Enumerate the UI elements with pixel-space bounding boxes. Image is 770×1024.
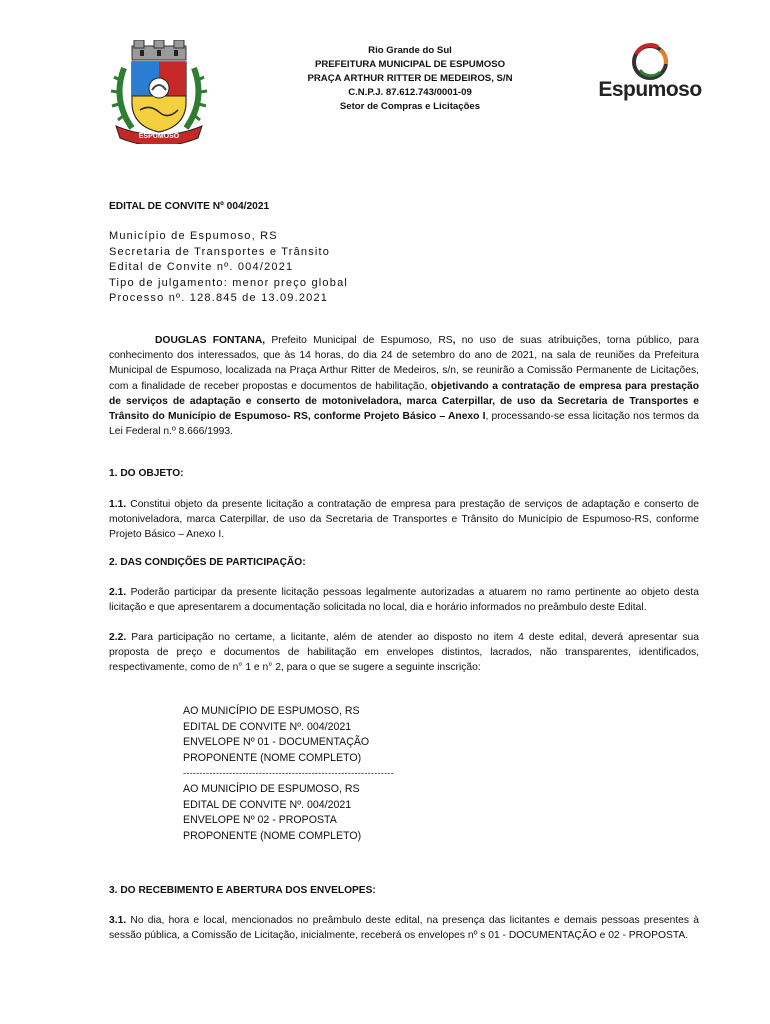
envelope-inscription — [183, 704, 394, 844]
section-1-title: 1. DO OBJETO: — [109, 468, 184, 479]
header-prefecture: PREFEITURA MUNICIPAL DE ESPUMOSO — [314, 59, 506, 70]
header-department: Setor de Compras e Licitações — [339, 101, 481, 112]
header-state: Rio Grande do Sul — [368, 45, 452, 56]
intro-text-1: Prefeito Municipal de Espumoso, RS — [265, 335, 453, 346]
section-3-title: 3. DO RECEBIMENTO E ABERTURA DOS ENVELOPES: — [109, 885, 376, 896]
document-title: EDITAL DE CONVITE Nº 004/2021 — [109, 201, 270, 212]
logo-text: Espumoso — [598, 78, 702, 101]
clause-2-2 — [109, 630, 699, 676]
envelope-line: AO MUNICÍPIO DE ESPUMOSO, RS — [183, 705, 360, 717]
clause-number: 2.2. — [109, 632, 127, 643]
clause-number: 1.1. — [109, 499, 127, 510]
info-line: Edital de Convite nº. 004/2021 — [109, 261, 294, 274]
intro-paragraph — [109, 333, 699, 439]
info-block — [109, 229, 348, 307]
info-line: Município de Espumoso, RS — [109, 230, 278, 242]
intro-text-2: no uso de suas atribuições, torna público, para conhecimento dos interessados, que às 14 horas, do dia 24 de setembro do ano de 2021, na sala de reuniões da Prefeitura Municipal de Espumoso, localizada na Praça Arthur Ritter de Medeiros, s/n, se reunirão a Comissão Permanente de Licitações, com a finalidade de receber propostas e documentos de habilitação, — [109, 335, 699, 392]
logo-rings-icon — [598, 42, 702, 82]
info-line: Secretaria de Transportes e Trânsito — [109, 245, 331, 258]
clause-text: Constitui objeto da presente licitação a contratação de empresa para prestação de serviços de adaptação e conserto de motoniveladora, marca Caterpillar, de uso da Secretaria de Transportes e Trânsito do Município de Espumoso-RS, conforme Projeto Básico – Anexo I. — [109, 499, 699, 541]
intro-objective: objetivando a contratação de empresa para prestação de serviços de adaptação e conserto de motoniveladora, marca Caterpillar, de uso da Secretaria de Transportes e Trânsito do Município de Espumoso- RS, conforme Projeto Básico – Anexo I — [109, 380, 699, 423]
envelope-line: PROPONENTE (NOME COMPLETO) — [183, 829, 362, 842]
intro-comma: , — [452, 335, 456, 346]
clause-text: Poderão participar da presente licitação pessoas legalmente autorizadas a atuarem no ramo pertinente ao objeto desta licitação e que apresentarem a documentação solicitada no local, dia e horário informados no preâmbulo deste Edital. — [109, 587, 699, 614]
envelope-line: EDITAL DE CONVITE Nº. 004/2021 — [183, 798, 352, 811]
envelope-line: PROPONENTE (NOME COMPLETO) — [183, 751, 362, 764]
envelope-divider: ---------------------------------------------------------------- — [183, 768, 395, 779]
clause-2-1 — [109, 585, 699, 615]
svg-text:ESPUMOSO: ESPUMOSO — [138, 133, 180, 140]
municipal-crest-icon — [110, 40, 208, 144]
envelope-line: ENVELOPE Nº 01 - DOCUMENTAÇÃO — [183, 736, 370, 749]
clause-3-1 — [109, 913, 699, 943]
mayor-name: DOUGLAS FONTANA, — [155, 335, 266, 346]
header-cnpj: C.N.P.J. 87.612.743/0001-09 — [348, 87, 472, 98]
clause-1-1 — [109, 497, 699, 543]
envelope-line: EDITAL DE CONVITE Nº. 004/2021 — [183, 720, 352, 733]
header-address: PRAÇA ARTHUR RITTER DE MEDEIROS, S/N — [307, 73, 513, 84]
clause-number: 3.1. — [109, 915, 127, 926]
info-line: Tipo de julgamento: menor preço global — [109, 276, 349, 289]
envelope-line: AO MUNICÍPIO DE ESPUMOSO, RS — [183, 782, 360, 795]
envelope-line: ENVELOPE Nº 02 - PROPOSTA — [183, 814, 337, 827]
info-line: Processo nº. 128.845 de 13.09.2021 — [109, 292, 329, 305]
clause-number: 2.1. — [109, 587, 127, 598]
section-2-title: 2. DAS CONDIÇÕES DE PARTICIPAÇÃO: — [109, 557, 306, 568]
intro-text-3: , processando-se essa licitação nos termos da Lei Federal n.º 8.666/1993. — [109, 411, 700, 438]
letterhead — [290, 44, 530, 114]
espumoso-logo — [598, 42, 702, 108]
clause-text: Para participação no certame, a licitante, além de atender ao disposto no item 4 deste edital, deverá apresentar sua proposta de preço e documentos de habilitação em envelopes distintos, lacrados, não transparentes, identificados, respectivamente, como de n° 1 e n° 2, para o que se sugere a seguinte inscrição: — [109, 632, 699, 674]
clause-text: No dia, hora e local, mencionados no preâmbulo deste edital, na presença das licitantes e demais pessoas presentes à sessão pública, a Comissão de Licitação, inicialmente, receberá os envelopes nº s 01 - DOCUMENTAÇÃO e 02 - PROPOSTA. — [109, 915, 699, 942]
